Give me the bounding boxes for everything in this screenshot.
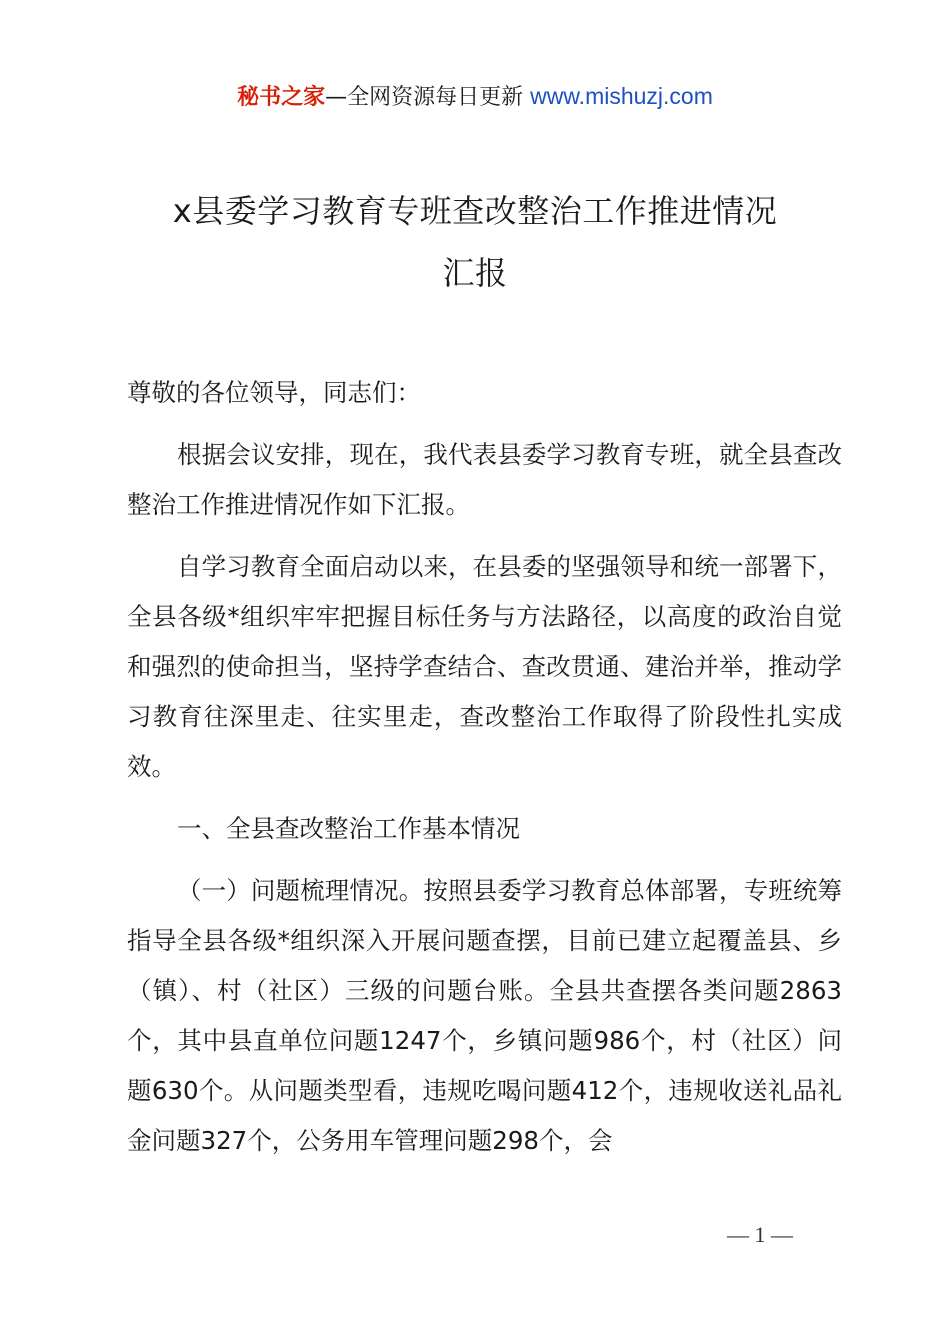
paragraph-problem-sorting: （一）问题梳理情况。按照县委学习教育总体部署，专班统筹指导全县各级*组织深入开展问题查摆，目前已建立起覆盖县、乡（镇）、村（社区）三级的问题台账。全县共查摆各类问题2863个，其中县直单位问题1247个，乡镇问题986个，村（社区）问题630个。从问题类型看，违规吃喝问题412个，违规收送礼品礼金问题327个，公务用车管理问题298个，会 (127, 876, 842, 1155)
site-banner (0, 80, 950, 114)
document-body (127, 368, 842, 1178)
section-heading-1: 一、全县查改整治工作基本情况 (177, 814, 520, 843)
paragraph-overview: 自学习教育全面启动以来，在县委的坚强领导和统一部署下，全县各级*组织牢牢把握目标任务与方法路径，以高度的政治自觉和强烈的使命担当，坚持学查结合、查改贯通、建治并举，推动学习教育往深里走、往实里走，查改整治工作取得了阶段性扎实成效。 (127, 552, 842, 781)
document-title (100, 180, 850, 304)
page-number: — 1 — (727, 1222, 793, 1247)
paragraph-intro: 根据会议安排，现在，我代表县委学习教育专班，就全县查改整治工作推进情况作如下汇报。 (127, 440, 842, 519)
title-line-2: 汇报 (442, 254, 508, 292)
title-line-1: x县委学习教育专班查改整治工作推进情况 (172, 192, 778, 230)
banner-url-link[interactable]: www.mishuzj.com (530, 83, 713, 109)
banner-slogan: —全网资源每日更新 (325, 85, 531, 110)
salutation: 尊敬的各位领导，同志们： (127, 378, 421, 407)
banner-brand: 秘书之家 (237, 85, 326, 110)
